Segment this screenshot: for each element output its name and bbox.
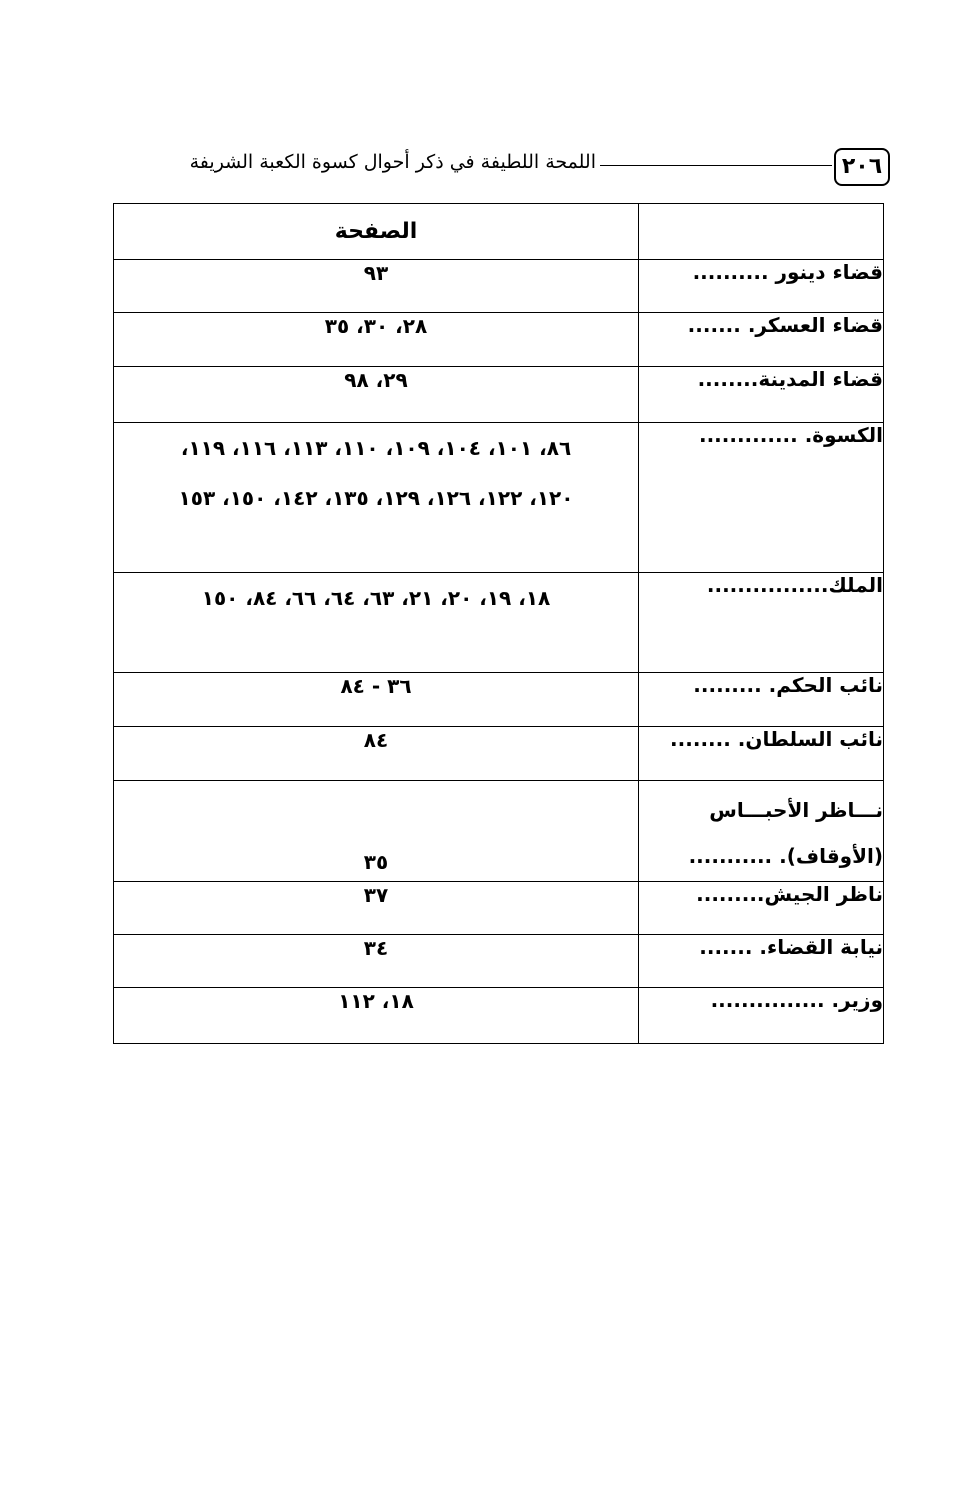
index-term: ناظر الجيش.........	[639, 882, 884, 935]
page-references: ٩٣	[114, 260, 639, 313]
page-header	[118, 148, 890, 192]
table-row	[114, 781, 884, 882]
index-term: نيابة القضاء. .......	[639, 935, 884, 988]
page-references: ٣٦ - ٨٤	[114, 673, 639, 727]
index-term: الملك................	[639, 573, 884, 673]
page-number: ٢٠٦	[834, 148, 890, 186]
table-row	[114, 367, 884, 423]
page-references: ٣٥	[114, 781, 639, 882]
index-table	[113, 203, 884, 1044]
page-references: ٨٦، ١٠١، ١٠٤، ١٠٩، ١١٠، ١١٣، ١١٦، ١١٩، ١٢٠، ١٢٢، ١٢٦، ١٢٩، ١٣٥، ١٤٢، ١٥٠، ١٥٣	[114, 423, 639, 573]
table-row	[114, 573, 884, 673]
running-title: اللمحة اللطيفة في ذكر أحوال كسوة الكعبة الشريفة	[189, 151, 596, 173]
index-term: نائب السلطان. ........	[639, 727, 884, 781]
index-term: قضاء دينور ..........	[639, 260, 884, 313]
table-row	[114, 423, 884, 573]
page-references: ١٨، ١١٢	[114, 988, 639, 1044]
index-term: الكسوة. .............	[639, 423, 884, 573]
table-row	[114, 727, 884, 781]
index-term: وزير. ...............	[639, 988, 884, 1044]
page-column-header: الصفحة	[114, 204, 639, 260]
page-references: ١٨، ١٩، ٢٠، ٢١، ٦٣، ٦٤، ٦٦، ٨٤، ١٥٠	[114, 573, 639, 673]
table-row	[114, 935, 884, 988]
term-column-header	[639, 204, 884, 260]
page-references: ٣٧	[114, 882, 639, 935]
page-references: ٢٩، ٩٨	[114, 367, 639, 423]
table-header-row	[114, 204, 884, 260]
page-references: ٨٤	[114, 727, 639, 781]
table-row	[114, 260, 884, 313]
index-term: نائب الحكم. .........	[639, 673, 884, 727]
index-term: نـــاظر الأحبـــاس (الأوقاف). ...........	[639, 781, 884, 882]
table-row	[114, 988, 884, 1044]
table-row	[114, 882, 884, 935]
index-term: قضاء المدينة........	[639, 367, 884, 423]
table-row	[114, 313, 884, 367]
page-references: ٢٨، ٣٠، ٣٥	[114, 313, 639, 367]
index-term: قضاء العسكر. .......	[639, 313, 884, 367]
table-row	[114, 673, 884, 727]
header-rule	[600, 165, 832, 166]
page-references: ٣٤	[114, 935, 639, 988]
